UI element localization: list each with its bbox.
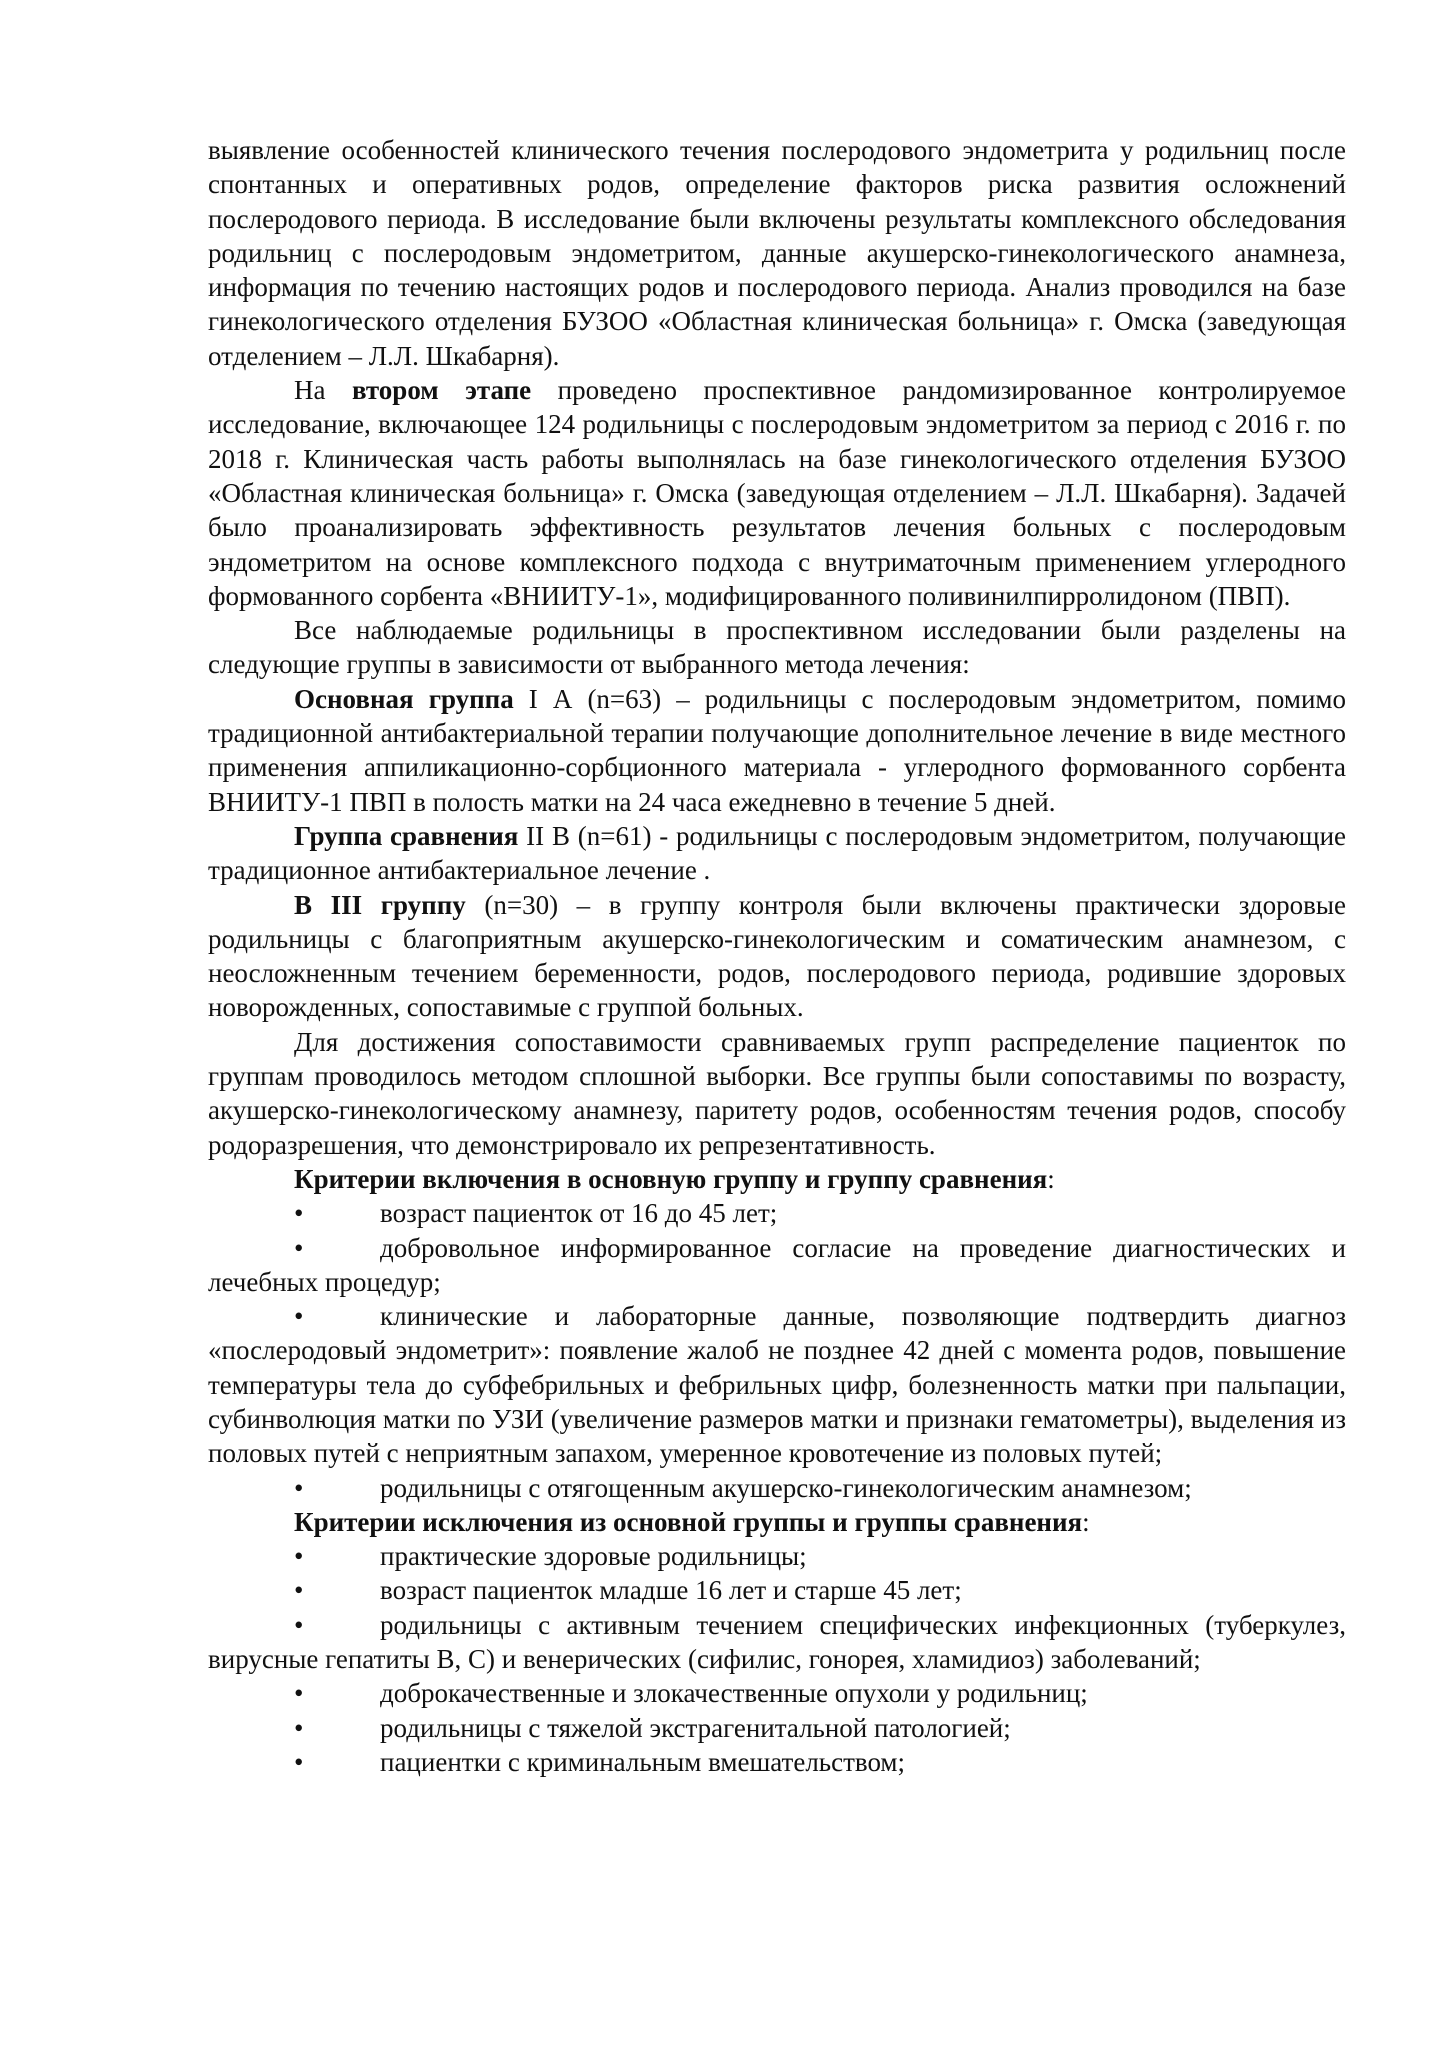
bullet-icon: •	[294, 1575, 304, 1606]
inclusion-criteria-title: Критерии включения в основную группу и группу сравнения	[294, 1163, 1048, 1194]
list-item-exclusion	[208, 1745, 1346, 1779]
list-item-exclusion	[208, 1711, 1346, 1745]
bullet-icon: •	[294, 1198, 304, 1229]
list-item-inclusion	[208, 1231, 1346, 1300]
paragraph-study-goals: выявление особенностей клинического течения послеродового эндометрита у родильниц после спонтанных и оперативных родов, определение факторов риска развития осложнений послеродового периода. В исследование были включены результаты комплексного обследования родильниц с послеродовым эндометритом, данные акушерско-гинекологического анамнеза, информация по течению настоящих родов и послеродового периода. Анализ проводился на базе гинекологического отделения БУЗОО «Областная клиническая больница» г. Омска (заведующая отделением – Л.Л. Шкабарня).	[208, 135, 1346, 371]
paragraph-groups-intro: Все наблюдаемые родильницы в проспективном исследовании были разделены на следующие группы в зависимости от выбранного метода лечения:	[208, 615, 1346, 680]
exclusion-criteria-title: Критерии исключения из основной группы и группы сравнения	[294, 1506, 1083, 1537]
inclusion-criteria-heading	[208, 1162, 1346, 1196]
inclusion-item-text: родильницы с отягощенным акушерско-гинекологическим анамнезом;	[380, 1472, 1192, 1503]
exclusion-criteria-heading	[208, 1505, 1346, 1539]
paragraph-second-stage-lead: На	[294, 375, 352, 406]
exclusion-item-text: доброкачественные и злокачественные опухоли у родильниц;	[380, 1678, 1088, 1709]
bullet-icon: •	[294, 1541, 304, 1572]
list-item-exclusion	[208, 1608, 1346, 1677]
bullet-icon: •	[294, 1232, 304, 1263]
list-item-inclusion	[208, 1196, 1346, 1230]
paragraph-second-stage	[208, 373, 1346, 613]
inclusion-item-text: добровольное информированное согласие на проведение диагностических и лечебных процедур;	[208, 1232, 1346, 1297]
inclusion-item-text: клинические и лабораторные данные, позволяющие подтвердить диагноз «послеродовый эндометрит»: появление жалоб не позднее 42 дней с момента родов, повышение температуры тела до субфебрильных и фебрильных цифр, болезненность матки при пальпации, субинволюция матки по УЗИ (увеличение размеров матки и признаки гематометры), выделения из половых путей с неприятным запахом, умеренное кровотечение из половых путей;	[208, 1301, 1346, 1469]
main-group-bold: Основная группа	[294, 683, 514, 714]
comparison-group-bold: Группа сравнения	[294, 820, 519, 851]
list-item-inclusion	[208, 1299, 1346, 1470]
exclusion-item-text: родильницы с тяжелой экстрагенитальной патологией;	[380, 1712, 1011, 1743]
main-group-text: I А (n=63) – родильницы с послеродовым эндометритом, помимо традиционной антибактериальной терапии получающие дополнительное лечение в виде местного применения аппиликационно-сорбционного материала - углеродного формованного сорбента ВНИИТУ-1 ПВП в полость матки на 24 часа ежедневно в течение 5 дней.	[208, 683, 1346, 817]
inclusion-criteria-colon: :	[1047, 1163, 1055, 1194]
exclusion-item-text: пациентки с криминальным вмешательством;	[380, 1746, 906, 1777]
bullet-icon: •	[294, 1678, 304, 1709]
list-item-exclusion	[208, 1676, 1346, 1710]
paragraph-control-group	[208, 888, 1346, 1025]
bullet-icon: •	[294, 1712, 304, 1743]
control-group-text: (n=30) – в группу контроля были включены практически здоровые родильницы с благоприятным акушерско-гинекологическим и соматическим анамнезом, с неосложненным течением беременности, родов, послеродового периода, родившие здоровых новорожденных, сопоставимые с группой больных.	[208, 889, 1346, 1023]
comparison-group-text: II В (n=61) - родильницы с послеродовым эндометритом, получающие традиционное антибактериальное лечение .	[208, 820, 1347, 886]
inclusion-item-text: возраст пациенток от 16 до 45 лет;	[380, 1198, 778, 1229]
paragraph-comparison-group	[208, 819, 1346, 888]
bullet-icon: •	[294, 1746, 304, 1777]
list-item-exclusion	[208, 1573, 1346, 1607]
exclusion-criteria-colon: :	[1082, 1506, 1090, 1537]
bullet-icon: •	[294, 1472, 304, 1503]
control-group-bold: В III группу	[294, 889, 466, 920]
bullet-icon: •	[294, 1301, 304, 1332]
paragraph-main-group	[208, 682, 1346, 819]
paragraph-second-stage-text: проведено проспективное рандомизированное контролируемое исследование, включающее 124 родильницы с послеродовым эндометритом за период с 2016 г. по 2018 г. Клиническая часть работы выполнялась на базе гинекологического отделения БУЗОО «Областная клиническая больница» г. Омска (заведующая отделением – Л.Л. Шкабарня). Задачей было проанализировать эффективность результатов лечения больных с послеродовым эндометритом на основе комплексного подхода с внутриматочным применением углеродного формованного сорбента «ВНИИТУ-1», модифицированного поливинилпирролидоном (ПВП).	[208, 375, 1346, 611]
exclusion-item-text: практические здоровые родильницы;	[380, 1541, 807, 1572]
second-stage-bold: втором этапе	[351, 375, 532, 406]
list-item-exclusion	[208, 1539, 1346, 1573]
exclusion-item-text: родильницы с активным течением специфических инфекционных (туберкулез, вирусные гепатиты В, С) и венерических (сифилис, гонорея, хламидиоз) заболеваний;	[208, 1609, 1346, 1675]
list-item-inclusion	[208, 1471, 1346, 1505]
bullet-icon: •	[294, 1609, 304, 1640]
paragraph-comparability: Для достижения сопоставимости сравниваемых групп распределение пациенток по группам проводилось методом сплошной выборки. Все группы были сопоставимы по возрасту, акушерско-гинекологическому анамнезу, паритету родов, особенностям течения родов, способу родоразрешения, что демонстрировало их репрезентативность.	[208, 1026, 1346, 1160]
exclusion-item-text: возраст пациенток младше 16 лет и старше 45 лет;	[380, 1575, 962, 1606]
document-page	[208, 133, 1346, 1779]
